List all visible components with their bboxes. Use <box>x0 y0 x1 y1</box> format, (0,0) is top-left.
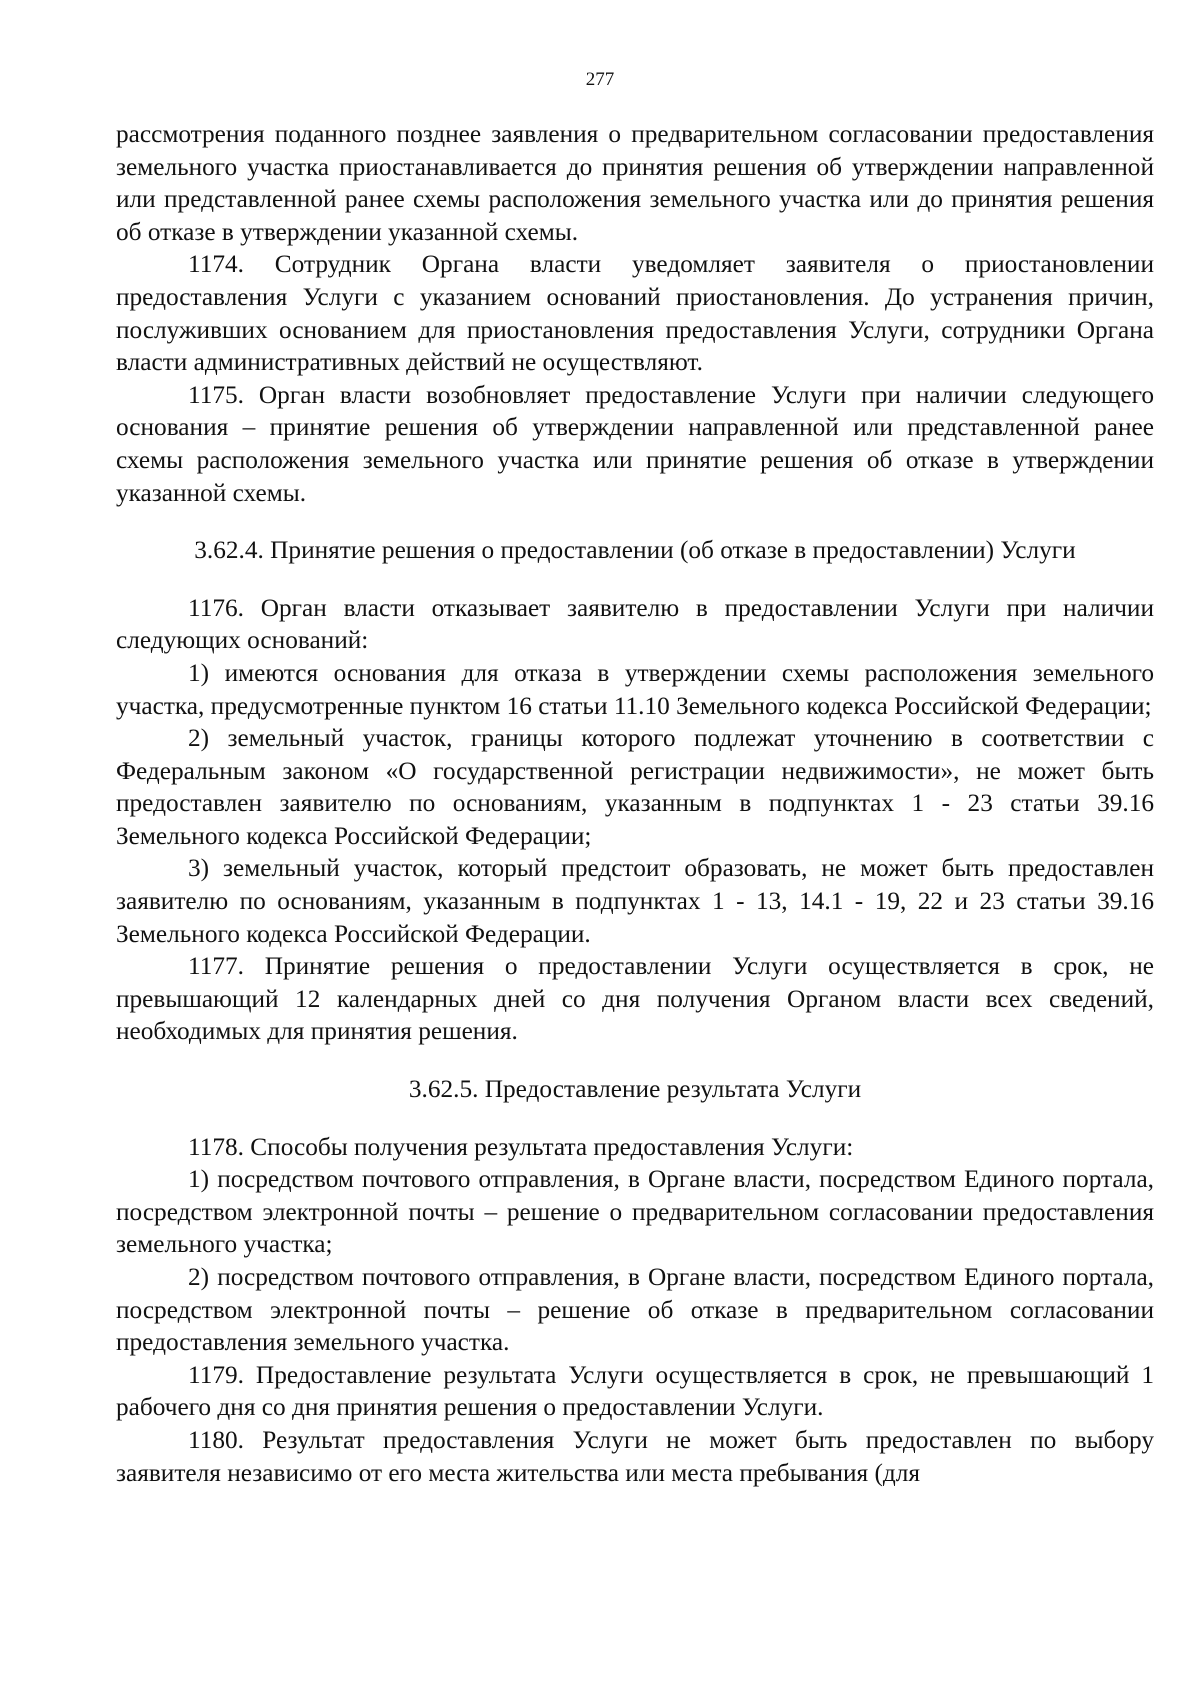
list-item-1178-1: 1) посредством почтового отправления, в Органе власти, посредством Единого портала, посредством электронной почты – решение о предварительном согласовании предоставления земельного участка; <box>116 1165 1154 1259</box>
page-number: 277 <box>585 69 615 90</box>
paragraph-1178: 1178. Способы получения результата предоставления Услуги: <box>188 1132 854 1161</box>
paragraph-1175: 1175. Орган власти возобновляет предоставление Услуги при наличии следующего основания – принятие решения об утверждении направленной или представленной ранее схемы расположения земельного участка или принятие решения об отказе в утверждении указанной схемы. <box>116 380 1154 507</box>
paragraph-1176: 1176. Орган власти отказывает заявителю в предоставлении Услуги при наличии следующих оснований: <box>116 593 1154 655</box>
section-heading-3-62-5: 3.62.5. Предоставление результата Услуги <box>408 1075 862 1104</box>
list-item-1176-1: 1) имеются основания для отказа в утверждении схемы расположения земельного участка, предусмотренные пунктом 16 статьи 11.10 Земельного кодекса Российской Федерации; <box>116 658 1154 720</box>
paragraph-1174: 1174. Сотрудник Органа власти уведомляет заявителя о приостановлении предоставления Услуги с указанием оснований приостановления. До устранения причин, послуживших основанием для приостановления предоставления Услуги, сотрудники Органа власти административных действий не осуществляют. <box>116 250 1154 377</box>
list-item-1176-2: 2) земельный участок, границы которого подлежат уточнению в соответствии с Федеральным законом «О государственной регистрации недвижимости», не может быть предоставлен заявителю по основаниям, указанным в подпунктах 1 - 23 статьи 39.16 Земельного кодекса Российской Федерации; <box>116 724 1154 850</box>
section-heading-3-62-4: 3.62.4. Принятие решения о предоставлении (об отказе в предоставлении) Услуги <box>194 536 1076 565</box>
paragraph-1179: 1179. Предоставление результата Услуги осуществляется в срок, не превышающий 1 рабочего дня со дня принятия решения о предоставлении Услуги. <box>116 1360 1154 1422</box>
document-body <box>116 118 1154 1489</box>
list-item-1176-3: 3) земельный участок, который предстоит образовать, не может быть предоставлен заявителю по основаниям, указанным в подпунктах 1 - 13, 14.1 - 19, 22 и 23 статьи 39.16 Земельного кодекса Российской Федерации. <box>116 854 1154 948</box>
paragraph-1177: 1177. Принятие решения о предоставлении Услуги осуществляется в срок, не превышающий 12 календарных дней со дня получения Органом власти всех сведений, необходимых для принятия решения. <box>116 952 1154 1046</box>
paragraph-continuation: рассмотрения поданного позднее заявления о предварительном согласовании предоставления земельного участка приостанавливается до принятия решения об утверждении направленной или представленной ранее схемы расположения земельного участка или до принятия решения об отказе в утверждении указанной схемы. <box>116 120 1154 246</box>
paragraph-1180: 1180. Результат предоставления Услуги не может быть предоставлен по выбору заявителя независимо от его места жительства или места пребывания (для <box>116 1425 1154 1487</box>
list-item-1178-2: 2) посредством почтового отправления, в Органе власти, посредством Единого портала, посредством электронной почты – решение об отказе в предварительном согласовании предоставления земельного участка. <box>116 1263 1154 1357</box>
